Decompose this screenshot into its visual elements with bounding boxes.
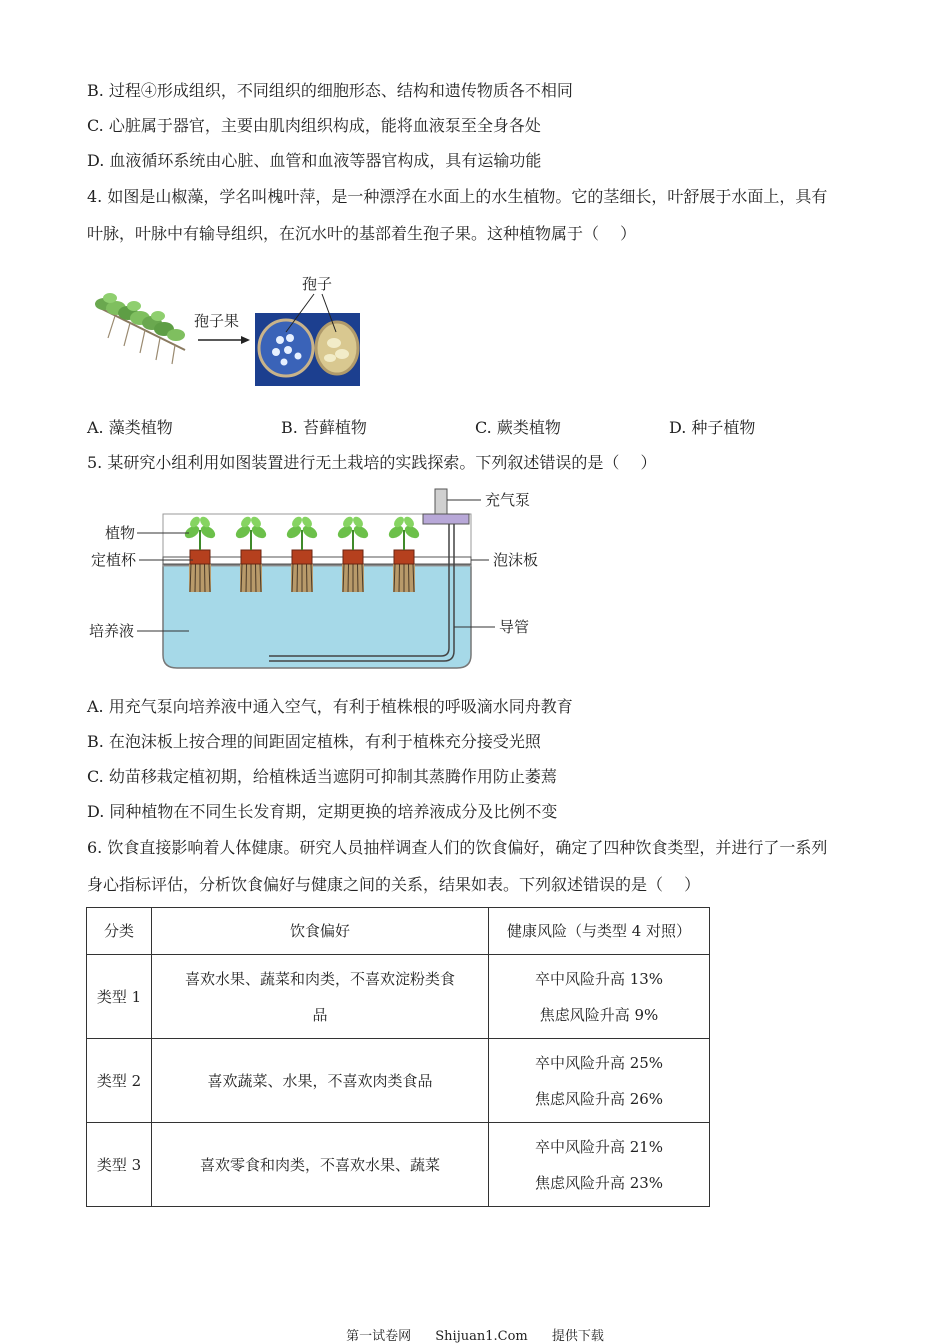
row-risk	[489, 1123, 710, 1207]
header-diet-preference: 饮食偏好	[152, 908, 489, 955]
row-preference	[152, 1039, 489, 1123]
q4-stem-line2: 叶脉，叶脉中有输导组织，在沉水叶的基部着生孢子果。这种植物属于（ ）	[87, 224, 637, 243]
q3-option-d: D. 血液循环系统由心脏、血管和血液等器官构成，具有运输功能	[87, 151, 542, 170]
q3-option-c: C. 心脏属于器官，主要由肌肉组织构成，能将血液泵至全身各处	[87, 116, 541, 135]
q4-option-c: C. 蕨类植物	[475, 418, 561, 437]
planting-cup	[190, 550, 210, 564]
risk-anxiety: 焦虑风险升高 26%	[534, 1089, 664, 1108]
label-pump: 充气泵	[485, 491, 531, 509]
risk-stroke: 卒中风险升高 21%	[534, 1137, 664, 1156]
planting-cup	[394, 550, 414, 564]
q4-option-b: B. 苔藓植物	[281, 418, 367, 437]
q5-stem: 5. 某研究小组利用如图装置进行无土栽培的实践探索。下列叙述错误的是（ ）	[87, 453, 657, 472]
label-sporocarp: 孢子果	[194, 312, 240, 330]
q5-option-c: C. 幼苗移栽定植初期，给植株适当遮阴可抑制其蒸腾作用防止萎蔫	[87, 767, 557, 786]
q4-stem-line1: 4. 如图是山椒藻，学名叫槐叶萍，是一种漂浮在水面上的水生植物。它的茎细长，叶舒展于水面上，具有	[87, 187, 828, 206]
q4-option-a: A. 藻类植物	[87, 418, 173, 437]
q5-option-a: A. 用充气泵向培养液中通入空气，有利于植株根的呼吸滴水同舟教育	[87, 697, 573, 716]
footer-site-cn: 第一试卷网	[346, 1329, 412, 1344]
label-plant: 植物	[105, 524, 136, 542]
label-cup: 定植杯	[91, 551, 137, 569]
planting-cup	[292, 550, 312, 564]
label-tube: 导管	[499, 618, 530, 636]
diet-risk-table	[86, 907, 710, 1207]
page-footer	[0, 1325, 950, 1344]
water-fern-plant-image	[95, 293, 185, 364]
planting-cup	[343, 550, 363, 564]
table-row	[87, 1039, 710, 1123]
risk-anxiety: 焦虑风险升高 9%	[539, 1005, 659, 1024]
label-spore: 孢子	[302, 275, 333, 293]
footer-site-en[interactable]: Shijuan1.Com	[435, 1329, 528, 1344]
table-row	[87, 955, 710, 1039]
row-type: 类型 3	[87, 1123, 152, 1207]
table-header-row	[87, 908, 710, 955]
air-pump	[423, 514, 469, 524]
row-type: 类型 2	[87, 1039, 152, 1123]
q5-option-b: B. 在泡沫板上按合理的间距固定植株，有利于植株充分接受光照	[87, 732, 541, 751]
pref-line: 品	[312, 1005, 328, 1024]
q5-hydroponics-figure	[85, 480, 555, 675]
row-risk	[489, 955, 710, 1039]
pref-line: 喜欢蔬菜、水果，不喜欢肉类食品	[207, 1071, 433, 1090]
arrow-icon	[241, 336, 250, 344]
table-row	[87, 1123, 710, 1207]
row-risk	[489, 1039, 710, 1123]
row-preference	[152, 1123, 489, 1207]
label-solution: 培养液	[89, 622, 135, 640]
risk-stroke: 卒中风险升高 25%	[534, 1053, 664, 1072]
header-health-risk: 健康风险（与类型 4 对照）	[489, 908, 710, 955]
header-category: 分类	[87, 908, 152, 955]
q5-option-d: D. 同种植物在不同生长发育期，定期更换的培养液成分及比例不变	[87, 802, 558, 821]
q6-stem-line1: 6. 饮食直接影响着人体健康。研究人员抽样调查人们的饮食偏好，确定了四种饮食类型，并进行了一系列	[87, 838, 828, 857]
risk-anxiety: 焦虑风险升高 23%	[534, 1173, 664, 1192]
q4-option-d: D. 种子植物	[669, 418, 756, 437]
q6-stem-line2: 身心指标评估，分析饮食偏好与健康之间的关系，结果如表。下列叙述错误的是（ ）	[87, 875, 701, 894]
q3-option-b: B. 过程④形成组织，不同组织的细胞形态、结构和遗传物质各不相同	[87, 81, 573, 100]
label-foam: 泡沫板	[493, 551, 539, 569]
footer-tail: 提供下载	[551, 1329, 604, 1344]
pump-motor	[435, 489, 447, 515]
pref-line: 喜欢零食和肉类，不喜欢水果、蔬菜	[199, 1155, 440, 1174]
row-preference	[152, 955, 489, 1039]
planting-cup	[241, 550, 261, 564]
pref-line: 喜欢水果、蔬菜和肉类，不喜欢淀粉类食	[184, 969, 455, 988]
row-type: 类型 1	[87, 955, 152, 1039]
risk-stroke: 卒中风险升高 13%	[534, 969, 664, 988]
q4-figure	[90, 268, 380, 393]
sporocarp-photo	[255, 313, 360, 386]
